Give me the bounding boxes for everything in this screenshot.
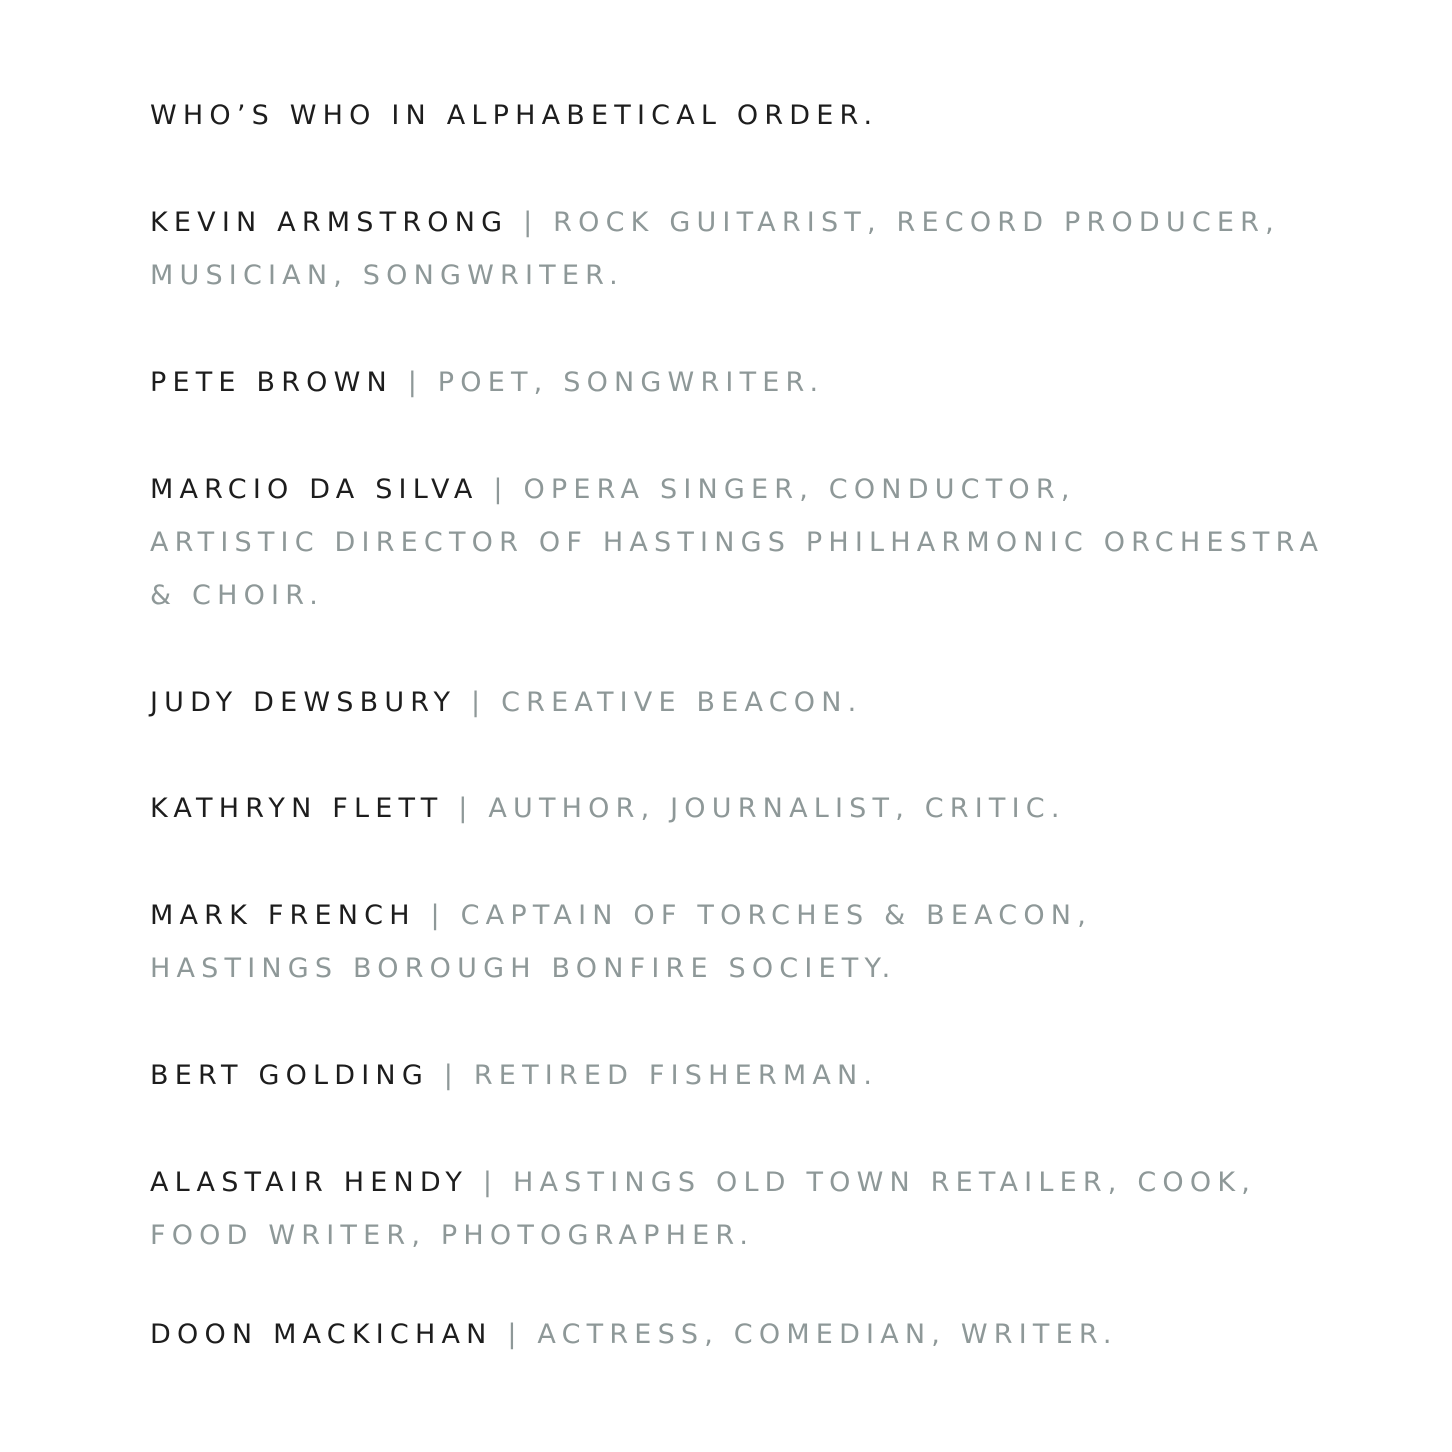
entry-line: [150, 1049, 878, 1102]
person-entry-da-silva: [150, 463, 1324, 622]
entry-line: [150, 1308, 1118, 1361]
person-entry-hendy: [150, 1156, 1256, 1262]
person-role: OPERA SINGER, CONDUCTOR,: [523, 474, 1076, 505]
person-role-continued: ARTISTIC DIRECTOR OF HASTINGS PHILHARMONIC ORCHESTRA: [150, 527, 1325, 558]
person-role: AUTHOR, JOURNALIST, CRITIC.: [488, 793, 1066, 824]
person-name: KEVIN ARMSTRONG: [150, 207, 509, 238]
person-role: ROCK GUITARIST, RECORD PRODUCER,: [553, 207, 1280, 238]
person-entry-brown: [150, 356, 824, 409]
entry-line: [150, 676, 862, 729]
separator: |: [443, 1060, 460, 1091]
person-role: RETIRED FISHERMAN.: [473, 1060, 879, 1091]
person-role: POET, SONGWRITER.: [437, 367, 825, 398]
person-entry-mackichan: [150, 1308, 1118, 1361]
person-name: DOON MACKICHAN: [150, 1319, 493, 1350]
person-role: HASTINGS OLD TOWN RETAILER, COOK,: [512, 1167, 1257, 1198]
entry-line: [150, 356, 824, 409]
person-role-continued: FOOD WRITER, PHOTOGRAPHER.: [150, 1220, 755, 1251]
entry-line: [150, 196, 1280, 249]
person-name: JUDY DEWSBURY: [150, 687, 457, 718]
person-entry-flett: [150, 782, 1066, 835]
person-role-continued: HASTINGS BOROUGH BONFIRE SOCIETY.: [150, 953, 897, 984]
person-name: ALASTAIR HENDY: [150, 1167, 469, 1198]
person-role: CAPTAIN OF TORCHES & BEACON,: [460, 900, 1092, 931]
person-name: MARK FRENCH: [150, 900, 416, 931]
separator: |: [458, 793, 474, 824]
person-entry-armstrong: [150, 196, 1280, 302]
person-entry-dewsbury: [150, 676, 862, 729]
separator: |: [507, 1319, 523, 1350]
person-role: CREATIVE BEACON.: [501, 687, 863, 718]
separator: |: [523, 207, 539, 238]
separator: |: [482, 1167, 499, 1198]
person-entry-golding: [150, 1049, 878, 1102]
person-name: BERT GOLDING: [150, 1060, 429, 1091]
page-title: WHO’S WHO IN ALPHABETICAL ORDER.: [150, 100, 879, 131]
entry-line: [150, 463, 1324, 516]
person-name: PETE BROWN: [150, 367, 393, 398]
person-name: KATHRYN FLETT: [150, 793, 444, 824]
separator: |: [430, 900, 446, 931]
person-name: MARCIO DA SILVA: [150, 474, 479, 505]
entry-line: [150, 889, 1092, 942]
person-role-continued: MUSICIAN, SONGWRITER.: [150, 260, 624, 291]
person-role: ACTRESS, COMEDIAN, WRITER.: [537, 1319, 1118, 1350]
person-entry-french: [150, 889, 1092, 995]
separator: |: [471, 687, 487, 718]
entry-line: [150, 782, 1066, 835]
separator: |: [407, 367, 423, 398]
separator: |: [493, 474, 509, 505]
entry-line: [150, 1156, 1256, 1209]
person-role-continued: & CHOIR.: [150, 580, 324, 611]
